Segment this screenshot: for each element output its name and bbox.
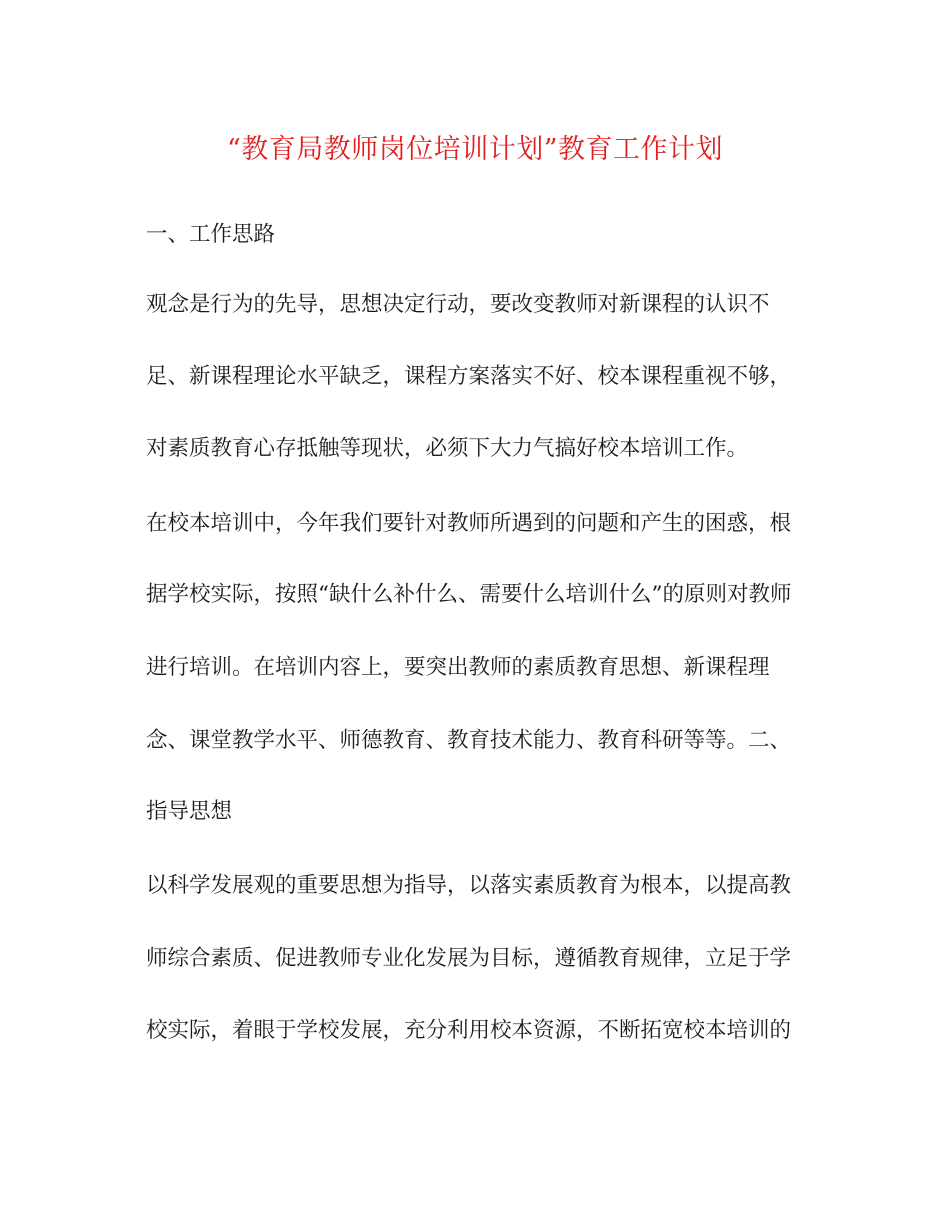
section-heading-1: 一、工作思路 (146, 222, 276, 247)
paragraph-line: 足、新课程理论水平缺乏，课程方案落实不好、校本课程重视不够， (146, 364, 792, 389)
paragraph-line: 观念是行为的先导，思想决定行动，要改变教师对新课程的认识不 (146, 292, 770, 317)
paragraph-line: 师综合素质、促进教师专业化发展为目标，遵循教育规律，立足于学 (146, 946, 792, 971)
paragraph-line: 以科学发展观的重要思想为指导，以落实素质教育为根本，以提高教 (146, 873, 792, 898)
paragraph-line: 对素质教育心存抵触等现状，必须下大力气搞好校本培训工作。 (146, 436, 749, 461)
paragraph-line: 在校本培训中，今年我们要针对教师所遇到的问题和产生的困惑，根 (146, 511, 792, 536)
paragraph-line: 念、课堂教学水平、师德教育、教育技术能力、教育科研等等。二、 (146, 728, 792, 753)
paragraph-line: 进行培训。在培训内容上，要突出教师的素质教育思想、新课程理 (146, 655, 770, 680)
paragraph-line: 据学校实际，按照“缺什么补什么、需要什么培训什么”的原则对教师 (146, 582, 792, 607)
document-title: “教育局教师岗位培训计划”教育工作计划 (226, 134, 724, 165)
paragraph-line: 校实际，着眼于学校发展，充分利用校本资源，不断拓宽校本培训的 (146, 1018, 792, 1043)
section-heading-2: 指导思想 (146, 799, 233, 824)
